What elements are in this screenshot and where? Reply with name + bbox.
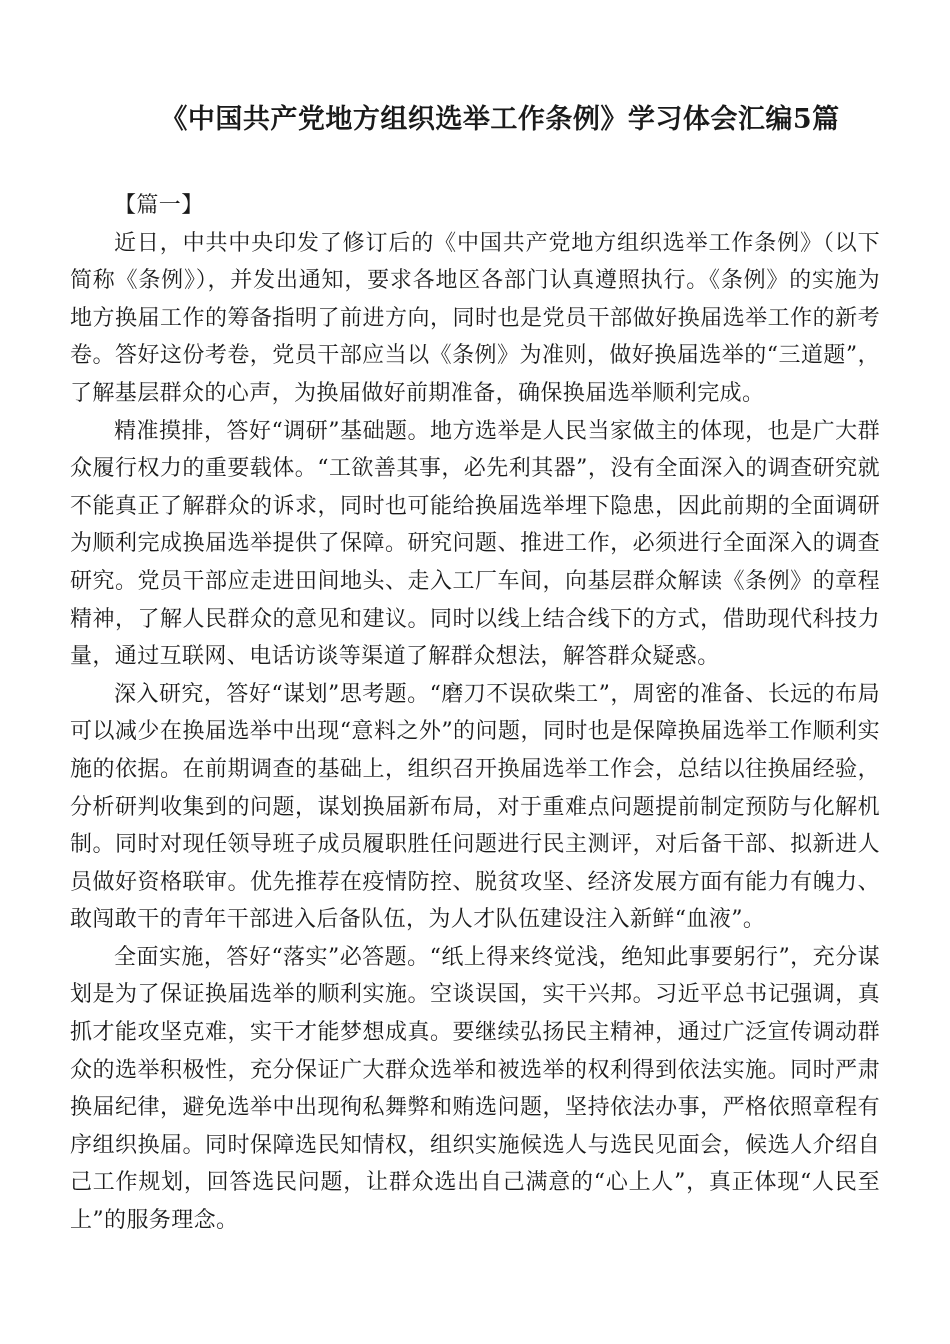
paragraph-planning: 深入研究，答好“谋划”思考题。“磨刀不误砍柴工”，周密的准备、长远的布局可以减少在换届选举中出现“意料之外”的问题，同时也是保障换届选举工作顺利实施的依据。在前期调查的基础上，组织召开换届选举工作会，总结以往换届经验，分析研判收集到的问题，谋划换届新布局，对于重难点问题提前制定预防与化解机制。同时对现任领导班子成员履职胜任问题进行民主测评，对后备干部、拟新进人员做好资格联审。优先推荐在疫情防控、脱贫攻坚、经济发展方面有能力有魄力、敢闯敢干的青年干部进入后备队伍，为人才队伍建设注入新鲜“血液”。 (70, 681, 880, 933)
document-title: 《中国共产党地方组织选举工作条例》学习体会汇编5篇 (160, 104, 840, 135)
paragraph-intro: 近日，中共中央印发了修订后的《中国共产党地方组织选举工作条例》（以下简称《条例》），并发出通知，要求各地区各部门认真遵照执行。《条例》的实施为地方换届工作的筹备指明了前进方向，同时也是党员干部做好换届选举工作的新考卷。答好这份考卷，党员干部应当以《条例》为准则，做好换届选举的“三道题”，了解基层群众的心声，为换届做好前期准备，确保换届选举顺利完成。 (70, 230, 880, 406)
section-label: 【篇一】 (114, 193, 204, 218)
paragraph-research: 精准摸排，答好“调研”基础题。地方选举是人民当家做主的体现，也是广大群众履行权力的重要载体。“工欲善其事，必先利其器”，没有全面深入的调查研究就不能真正了解群众的诉求，同时也可能给换届选举埋下隐患，因此前期的全面调研为顺利完成换届选举提供了保障。研究问题、推进工作，必须进行全面深入的调查研究。党员干部应走进田间地头、走入工厂车间，向基层群众解读《条例》的章程精神，了解人民群众的意见和建议。同时以线上结合线下的方式，借助现代科技力量，通过互联网、电话访谈等渠道了解群众想法，解答群众疑惑。 (70, 418, 880, 670)
paragraph-implementation: 全面实施，答好“落实”必答题。“纸上得来终觉浅，绝知此事要躬行”，充分谋划是为了保证换届选举的顺利实施。空谈误国，实干兴邦。习近平总书记强调，真抓才能攻坚克难，实干才能梦想成真。要继续弘扬民主精神，通过广泛宣传调动群众的选举积极性，充分保证广大群众选举和被选举的权利得到依法实施。同时严肃换届纪律，避免选举中出现徇私舞弊和贿选问题，坚持依法办事，严格依照章程有序组织换届。同时保障选民知情权，组织实施候选人与选民见面会，候选人介绍自己工作规划，回答选民问题，让群众选出自己满意的“心上人”，真正体现“人民至上”的服务理念。 (70, 944, 880, 1234)
document-body (70, 187, 880, 1240)
